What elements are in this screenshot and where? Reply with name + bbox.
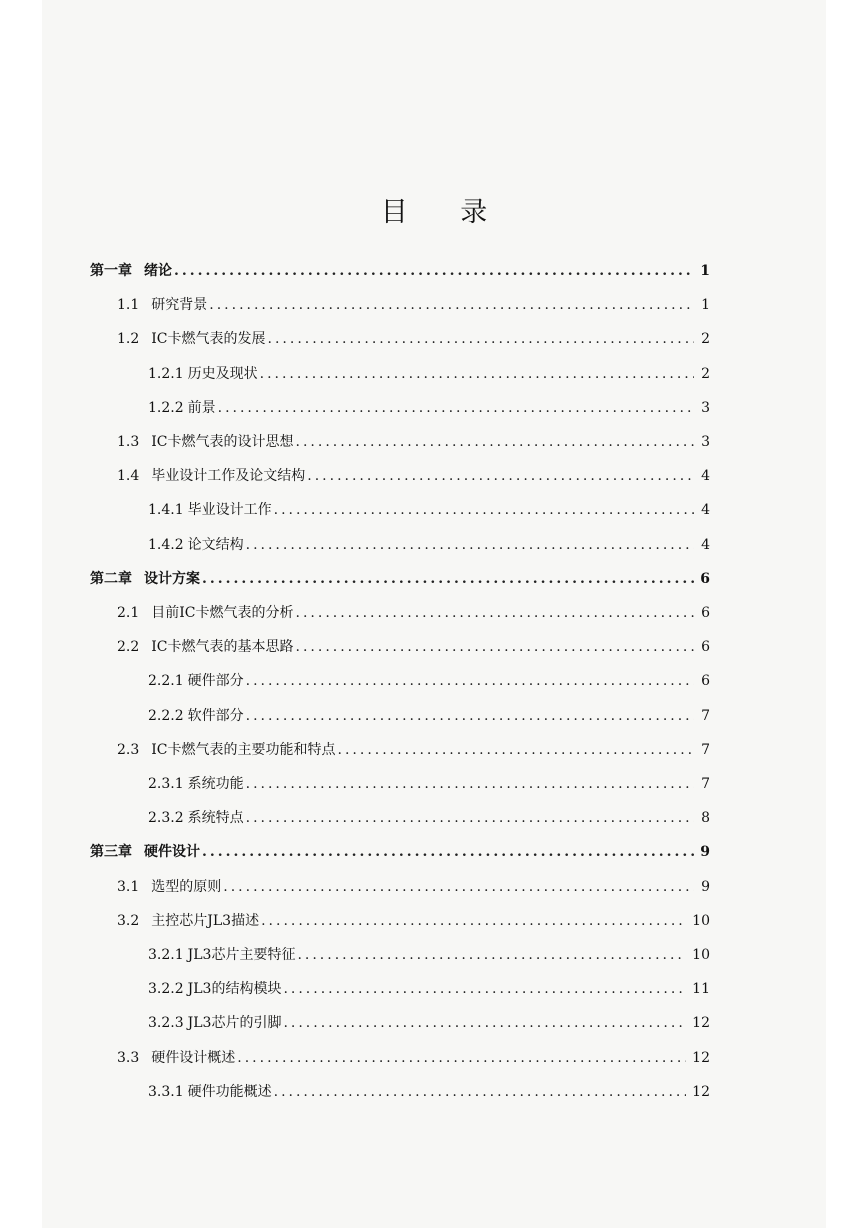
toc-leader-dots [202, 844, 694, 860]
toc-entry-number: 2.2.2 [148, 707, 184, 724]
toc-entry-level-2[interactable] [117, 465, 710, 489]
toc-entry-title: IC卡燃气表的基本思路 [151, 639, 294, 656]
toc-leader-dots [246, 776, 694, 792]
toc-entry-level-1[interactable] [90, 260, 710, 284]
toc-leader-dots [283, 981, 686, 997]
toc-leader-dots [296, 605, 694, 621]
toc-entry-page-number: 2 [701, 365, 710, 382]
toc-entry-page-number: 9 [700, 844, 710, 861]
toc-entry-title: IC卡燃气表的设计思想 [151, 434, 294, 450]
toc-entry-title: 系统功能 [187, 776, 244, 792]
toc-leader-dots [274, 1084, 687, 1100]
toc-leader-dots [237, 1050, 686, 1066]
toc-entry-title: IC卡燃气表的发展 [151, 331, 266, 348]
toc-leader-dots [218, 400, 694, 416]
toc-entry-level-3[interactable] [148, 807, 710, 831]
toc-entry-page-number: 4 [701, 536, 710, 553]
toc-entry-title: 硬件部分 [187, 673, 244, 690]
toc-entry-number: 2.1 [117, 605, 140, 621]
toc-entry-page-number: 7 [701, 741, 710, 758]
toc-entry-page-number: 7 [701, 776, 710, 792]
toc-entry-page-number: 12 [692, 1049, 710, 1066]
toc-entry-title: 硬件设计 [144, 844, 200, 861]
toc-entry-title: JL3芯片的引脚 [187, 1015, 282, 1032]
toc-leader-dots [209, 297, 694, 313]
toc-entry-page-number: 7 [701, 707, 710, 724]
toc-entry-level-3[interactable] [148, 670, 710, 694]
toc-entry-page-number: 12 [692, 1015, 710, 1032]
toc-entry-page-number: 1 [701, 297, 710, 314]
toc-entry-level-1[interactable] [90, 568, 710, 592]
toc-entry-page-number: 6 [701, 639, 710, 656]
toc-entry-level-3[interactable] [148, 705, 710, 729]
toc-entry-page-number: 3 [701, 399, 710, 416]
toc-entry-level-2[interactable] [117, 876, 710, 900]
toc-entry-level-2[interactable] [117, 431, 710, 455]
toc-entry-number: 1.1 [117, 297, 140, 314]
toc-entry-page-number: 3 [701, 434, 710, 450]
toc-entry-number: 1.2 [117, 331, 140, 348]
toc-entry-level-3[interactable] [148, 944, 710, 968]
toc-entry-title: IC卡燃气表的主要功能和特点 [151, 741, 336, 758]
toc-entry-title: 绪论 [144, 263, 172, 279]
toc-entry-level-3[interactable] [148, 773, 710, 797]
toc-entry-level-2[interactable] [117, 910, 710, 934]
toc-entry-number: 1.2.2 [148, 399, 184, 416]
toc-entry-number: 3.1 [117, 878, 140, 895]
toc-entry-page-number: 12 [692, 1083, 710, 1100]
toc-leader-dots [246, 708, 694, 724]
toc-entry-level-3[interactable] [148, 363, 710, 387]
toc-entry-title: 系统特点 [187, 810, 244, 827]
toc-entry-number: 1.4.1 [148, 502, 184, 519]
toc-entry-level-3[interactable] [148, 397, 710, 421]
toc-entry-title: 前景 [187, 399, 216, 416]
toc-entry-number: 第一章 [90, 263, 132, 279]
toc-entry-level-3[interactable] [148, 534, 710, 558]
toc-entry-title: 选型的原则 [151, 878, 222, 895]
toc-entry-level-3[interactable] [148, 1081, 710, 1105]
toc-entry-level-2[interactable] [117, 1047, 710, 1071]
toc-leader-dots [268, 331, 694, 347]
toc-leader-dots [223, 879, 694, 895]
toc-entry-number: 3.2.1 [148, 947, 184, 963]
toc-entry-page-number: 10 [692, 947, 710, 963]
toc-leader-dots [246, 673, 694, 689]
toc-entry-page-number: 1 [700, 263, 710, 279]
toc-entry-title: 毕业设计工作 [187, 502, 272, 519]
toc-entry-number: 2.3.1 [148, 776, 184, 792]
toc-entry-number: 2.3.2 [148, 810, 184, 827]
toc-entry-title: 硬件设计概述 [151, 1049, 236, 1066]
toc-entry-level-3[interactable] [148, 499, 710, 523]
toc-entry-title: 硬件功能概述 [187, 1083, 272, 1100]
toc-entry-number: 3.2.3 [148, 1015, 184, 1032]
page-title: 目 录 [380, 197, 510, 228]
toc-entry-number: 2.2 [117, 639, 140, 656]
toc-entry-level-2[interactable] [117, 602, 710, 626]
page-margin [0, 0, 42, 1228]
toc-entry-title: 设计方案 [144, 570, 200, 587]
toc-entry-number: 3.2 [117, 912, 140, 929]
toc-entry-title: 研究背景 [151, 297, 208, 314]
toc-entry-title: 主控芯片JL3描述 [151, 912, 260, 929]
toc-entry-page-number: 2 [701, 331, 710, 348]
toc-entry-page-number: 6 [701, 605, 710, 621]
toc-entry-level-1[interactable] [90, 841, 710, 865]
toc-entry-number: 第三章 [90, 844, 132, 861]
toc-leader-dots [307, 468, 694, 484]
toc-entry-number: 2.3 [117, 741, 140, 758]
toc-entry-page-number: 6 [700, 570, 710, 587]
toc-entry-page-number: 9 [701, 878, 710, 895]
toc-leader-dots [202, 571, 694, 587]
toc-entry-title: 软件部分 [187, 707, 244, 724]
toc-entry-number: 第二章 [90, 570, 132, 587]
toc-entry-page-number: 6 [701, 673, 710, 690]
toc-entry-number: 2.2.1 [148, 673, 184, 690]
toc-entry-title: 历史及现状 [187, 365, 258, 382]
toc-leader-dots [296, 639, 694, 655]
toc-entry-page-number: 8 [701, 810, 710, 827]
toc-leader-dots [274, 502, 694, 518]
toc-entry-page-number: 10 [692, 912, 710, 929]
toc-entry-level-2[interactable] [117, 294, 710, 318]
toc-entry-number: 1.3 [117, 434, 140, 450]
toc-leader-dots [246, 810, 694, 826]
toc-leader-dots [174, 263, 694, 279]
toc-entry-title: JL3芯片主要特征 [187, 947, 296, 963]
toc-entry-page-number: 11 [692, 981, 710, 998]
toc-leader-dots [296, 434, 694, 450]
toc-entry-level-3[interactable] [148, 978, 710, 1002]
toc-entry-page-number: 4 [701, 468, 710, 485]
toc-leader-dots [297, 947, 686, 963]
toc-entry-level-3[interactable] [148, 1012, 710, 1036]
toc-entry-level-2[interactable] [117, 739, 710, 763]
toc-entry-number: 1.4.2 [148, 536, 184, 553]
toc-entry-title: 论文结构 [187, 536, 244, 553]
toc-leader-dots [246, 537, 694, 553]
toc-leader-dots [261, 913, 686, 929]
toc-entry-number: 3.3 [117, 1049, 140, 1066]
toc-entry-page-number: 4 [701, 502, 710, 519]
toc-entry-number: 3.3.1 [148, 1083, 184, 1100]
toc-entry-title: 毕业设计工作及论文结构 [151, 468, 306, 485]
toc-entry-number: 1.4 [117, 468, 140, 485]
toc-leader-dots [338, 742, 694, 758]
toc-entry-title: JL3的结构模块 [187, 981, 282, 998]
toc-entry-level-2[interactable] [117, 636, 710, 660]
toc-leader-dots [283, 1015, 686, 1031]
toc-entry-title: 目前IC卡燃气表的分析 [151, 605, 294, 621]
toc-leader-dots [260, 366, 694, 382]
toc-entry-number: 3.2.2 [148, 981, 184, 998]
toc-entry-number: 1.2.1 [148, 365, 184, 382]
toc-entry-level-2[interactable] [117, 328, 710, 352]
